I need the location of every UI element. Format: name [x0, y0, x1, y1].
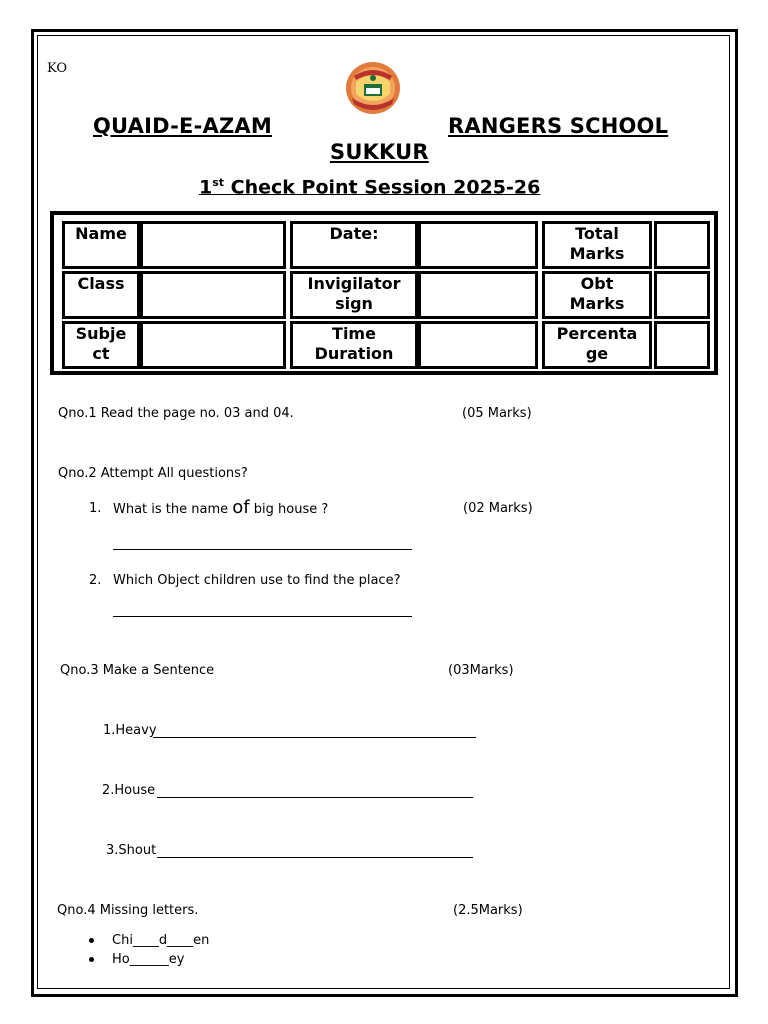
q3-item3-answer-line[interactable]	[157, 857, 473, 858]
q2-item1-answer-line[interactable]	[113, 549, 412, 550]
q4-item2: Ho______ey	[112, 952, 185, 967]
q3-item3-label: 3.Shout	[106, 843, 157, 858]
q3-marks: (03Marks)	[448, 663, 514, 678]
time-duration-field[interactable]	[418, 321, 538, 369]
q4-text: Qno.4 Missing letters.	[57, 903, 199, 918]
name-label-cell: Name	[62, 221, 140, 269]
q2-text: Qno.2 Attempt All questions?	[58, 466, 248, 481]
date-label-cell: Date:	[290, 221, 418, 269]
obt-marks-field[interactable]	[654, 271, 710, 319]
q3-item1-label: 1.Heavy	[103, 723, 157, 738]
school-city: SUKKUR	[330, 140, 429, 164]
corner-code: KO	[47, 61, 68, 76]
q2-item1-text: What is the name of big house ?	[113, 497, 329, 518]
q2-item1-number: 1.	[89, 501, 102, 516]
q3-text: Qno.3 Make a Sentence	[60, 663, 215, 678]
q2-item2-number: 2.	[89, 573, 102, 588]
bullet-icon	[89, 957, 94, 962]
student-info-table	[50, 211, 718, 375]
obt-marks-label-cell: Obt Marks	[542, 271, 652, 319]
q2-item1-marks: (02 Marks)	[463, 501, 533, 516]
name-field[interactable]	[140, 221, 286, 269]
q1-text: Qno.1 Read the page no. 03 and 04.	[58, 406, 294, 421]
percentage-field[interactable]	[654, 321, 710, 369]
q4-marks: (2.5Marks)	[453, 903, 523, 918]
school-name-right: RANGERS SCHOOL	[448, 114, 669, 138]
class-label-cell: Class	[62, 271, 140, 319]
subject-field[interactable]	[140, 321, 286, 369]
date-field[interactable]	[418, 221, 538, 269]
total-marks-field[interactable]	[654, 221, 710, 269]
session-title: 1st Check Point Session 2025-26	[199, 176, 541, 199]
school-logo	[344, 60, 402, 116]
q3-item2-label: 2.House	[102, 783, 156, 798]
bullet-icon	[89, 938, 94, 943]
school-name-left: QUAID-E-AZAM	[93, 114, 272, 138]
q2-item2-answer-line[interactable]	[113, 616, 412, 617]
q1-marks: (05 Marks)	[462, 406, 532, 421]
subject-label-cell: Subje ct	[62, 321, 140, 369]
q2-item2-text: Which Object children use to find the place?	[113, 573, 401, 588]
class-field[interactable]	[140, 271, 286, 319]
percentage-label-cell: Percenta ge	[542, 321, 652, 369]
q4-item1: Chi____d____en	[112, 933, 210, 948]
q3-item2-answer-line[interactable]	[157, 797, 473, 798]
invigilator-label-cell: Invigilator sign	[290, 271, 418, 319]
invigilator-sign-field[interactable]	[418, 271, 538, 319]
time-duration-label-cell: Time Duration	[290, 321, 418, 369]
total-marks-label-cell: Total Marks	[542, 221, 652, 269]
q3-item1-answer-line[interactable]	[153, 737, 476, 738]
